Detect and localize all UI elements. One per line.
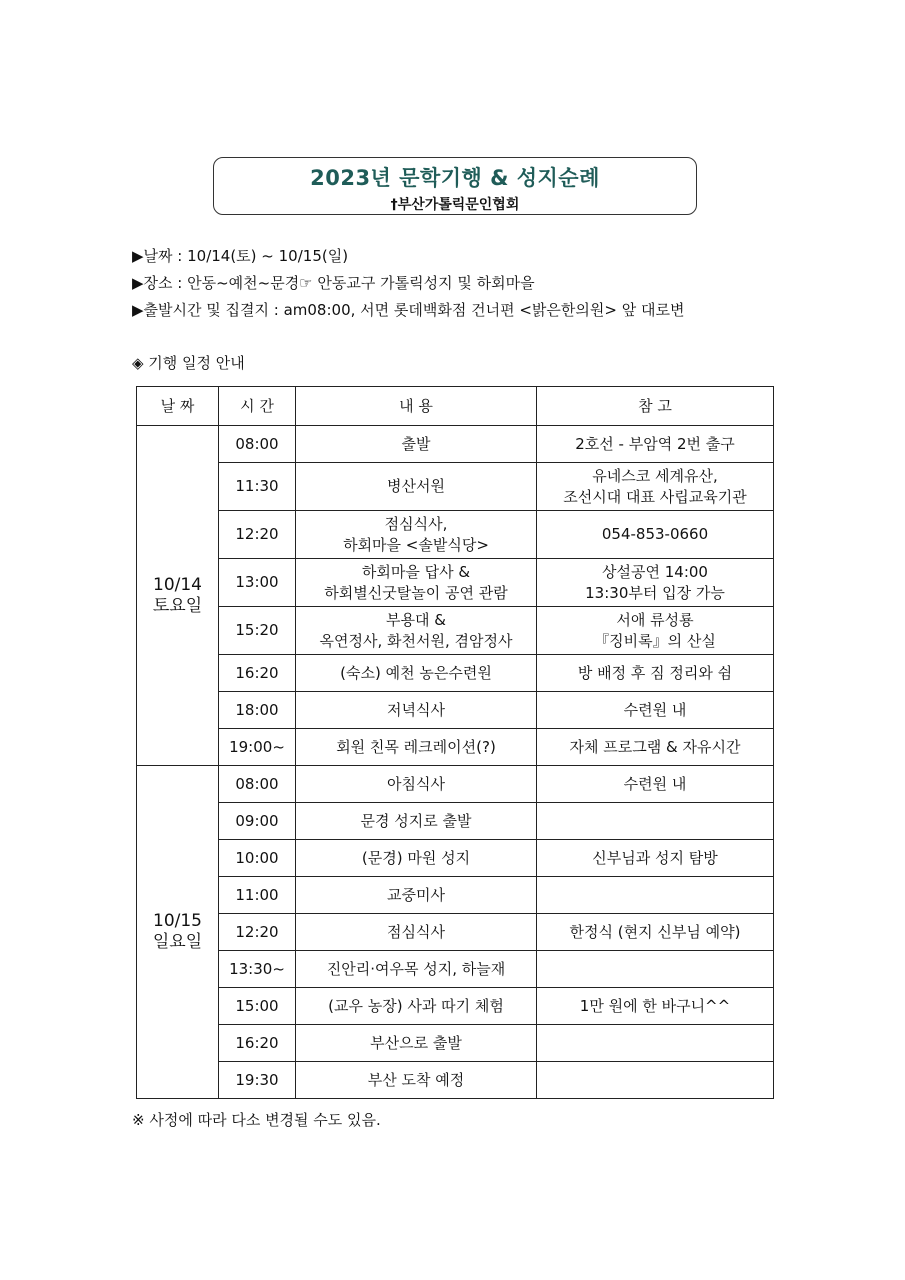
content-line: 회원 친목 레크레이션(?) — [336, 737, 496, 756]
note-line: 수련원 내 — [623, 700, 687, 719]
table-row — [137, 607, 774, 655]
content-line: (숙소) 예천 농은수련원 — [340, 663, 492, 682]
table-row — [137, 1025, 774, 1062]
content-cell — [296, 729, 537, 766]
time-cell: 15:00 — [219, 988, 296, 1025]
content-cell — [296, 840, 537, 877]
table-row — [137, 840, 774, 877]
content-cell — [296, 655, 537, 692]
time-cell: 11:30 — [219, 463, 296, 511]
note-line: 조선시대 대표 사립교육기관 — [563, 487, 747, 506]
page-title: 2023년 문학기행 & 성지순례 — [310, 166, 600, 190]
time-cell: 13:00 — [219, 559, 296, 607]
content-line: 부용대 & — [386, 610, 446, 629]
note-cell — [537, 988, 774, 1025]
note-cell — [537, 655, 774, 692]
note-cell — [537, 463, 774, 511]
day-date: 10/14 — [153, 574, 202, 595]
content-cell — [296, 463, 537, 511]
content-line: 점심식사 — [387, 922, 445, 941]
content-line: 출발 — [401, 434, 431, 453]
time-cell: 19:30 — [219, 1062, 296, 1099]
table-row — [137, 729, 774, 766]
time-cell: 16:20 — [219, 655, 296, 692]
day-weekday: 일요일 — [152, 932, 203, 952]
content-line: 하회별신굿탈놀이 공연 관람 — [324, 583, 508, 602]
content-line: 문경 성지로 출발 — [360, 811, 472, 830]
table-row — [137, 511, 774, 559]
content-cell — [296, 877, 537, 914]
time-cell: 15:20 — [219, 607, 296, 655]
schedule-body — [137, 426, 774, 1099]
note-line: 한정식 (현지 신부님 예약) — [569, 922, 741, 941]
table-row — [137, 463, 774, 511]
table-row — [137, 766, 774, 803]
header-content: 내 용 — [296, 387, 537, 426]
note-line: 서애 류성룡 — [616, 610, 694, 629]
note-cell — [537, 511, 774, 559]
content-cell — [296, 511, 537, 559]
note-line: 상설공연 14:00 — [602, 562, 708, 581]
content-cell — [296, 692, 537, 729]
table-row — [137, 877, 774, 914]
note-cell — [537, 1025, 774, 1062]
table-row — [137, 951, 774, 988]
schedule-table — [136, 386, 774, 1099]
note-cell — [537, 692, 774, 729]
content-line: 부산으로 출발 — [370, 1033, 462, 1052]
note-line: 유네스코 세계유산, — [592, 466, 718, 485]
content-line: 하회마을 답사 & — [361, 562, 471, 581]
time-cell: 08:00 — [219, 766, 296, 803]
table-row — [137, 692, 774, 729]
info-date: ▶날짜 : 10/14(토) ~ 10/15(일) — [132, 247, 349, 265]
header-time: 시 간 — [219, 387, 296, 426]
time-cell: 19:00~ — [219, 729, 296, 766]
note-line: 방 배정 후 짐 정리와 쉼 — [577, 663, 733, 682]
content-cell — [296, 1062, 537, 1099]
day-weekday: 토요일 — [152, 595, 203, 616]
content-line: 하회마을 <솔밭식당> — [343, 535, 489, 554]
time-cell: 16:20 — [219, 1025, 296, 1062]
note-cell — [537, 803, 774, 840]
day-date: 10/15 — [153, 911, 202, 931]
content-cell — [296, 988, 537, 1025]
content-line: 저녁식사 — [387, 700, 445, 719]
content-cell — [296, 559, 537, 607]
content-cell — [296, 1025, 537, 1062]
note-line: 13:30부터 입장 가능 — [585, 583, 725, 602]
table-row — [137, 426, 774, 463]
content-line: 아침식사 — [387, 774, 445, 793]
note-line: 054-853-0660 — [601, 525, 709, 543]
day-cell — [137, 766, 219, 1099]
note-cell — [537, 877, 774, 914]
note-cell — [537, 607, 774, 655]
section-title: ◈ 기행 일정 안내 — [132, 354, 245, 372]
time-cell: 10:00 — [219, 840, 296, 877]
title-box — [213, 157, 697, 215]
table-row — [137, 988, 774, 1025]
content-cell — [296, 951, 537, 988]
note-line: 신부님과 성지 탐방 — [592, 848, 718, 867]
table-row — [137, 803, 774, 840]
time-cell: 12:20 — [219, 511, 296, 559]
note-cell — [537, 914, 774, 951]
info-departure: ▶출발시간 및 집결지 : am08:00, 서면 롯데백화점 건너편 <밝은한의원> 앞 대로변 — [132, 301, 685, 319]
note-cell — [537, 1062, 774, 1099]
content-line: 병산서원 — [387, 477, 445, 495]
content-line: (문경) 마원 성지 — [361, 848, 471, 867]
time-cell: 18:00 — [219, 692, 296, 729]
table-row — [137, 559, 774, 607]
note-cell — [537, 766, 774, 803]
content-cell — [296, 803, 537, 840]
organizer-name: †부산가톨릭문인협회 — [390, 197, 520, 213]
content-line: 진안리·여우목 성지, 하늘재 — [326, 959, 506, 978]
content-cell — [296, 426, 537, 463]
note-cell — [537, 840, 774, 877]
time-cell: 13:30~ — [219, 951, 296, 988]
time-cell: 12:20 — [219, 914, 296, 951]
table-row — [137, 655, 774, 692]
time-cell: 08:00 — [219, 426, 296, 463]
note-cell — [537, 951, 774, 988]
note-line: 2호선 - 부암역 2번 출구 — [575, 434, 735, 453]
note-line: 자체 프로그램 & 자유시간 — [569, 737, 741, 756]
content-line: (교우 농장) 사과 따기 체험 — [328, 996, 504, 1015]
header-date: 날 짜 — [137, 387, 219, 426]
header-note: 참 고 — [537, 387, 774, 426]
time-cell: 09:00 — [219, 803, 296, 840]
trip-info — [132, 243, 684, 324]
note-cell — [537, 559, 774, 607]
note-line: 수련원 내 — [623, 774, 687, 793]
content-line: 점심식사, — [384, 514, 448, 533]
note-cell — [537, 426, 774, 463]
content-line: 교중미사 — [387, 885, 445, 904]
content-cell — [296, 914, 537, 951]
day-cell — [137, 426, 219, 766]
table-row — [137, 914, 774, 951]
table-header-row — [137, 387, 774, 426]
content-cell — [296, 607, 537, 655]
info-place: ▶장소 : 안동~예천~문경☞ 안동교구 가톨릭성지 및 하회마을 — [132, 274, 535, 292]
time-cell: 11:00 — [219, 877, 296, 914]
content-cell — [296, 766, 537, 803]
content-line: 부산 도착 예정 — [367, 1070, 465, 1089]
note-line: 1만 원에 한 바구니^^ — [579, 996, 731, 1015]
content-line: 옥연정사, 화천서원, 겸암정사 — [319, 631, 513, 650]
note-cell — [537, 729, 774, 766]
table-row — [137, 1062, 774, 1099]
note-line: 『징비록』의 산실 — [594, 631, 716, 650]
footnote: ※ 사정에 따라 다소 변경될 수도 있음. — [132, 1111, 381, 1129]
